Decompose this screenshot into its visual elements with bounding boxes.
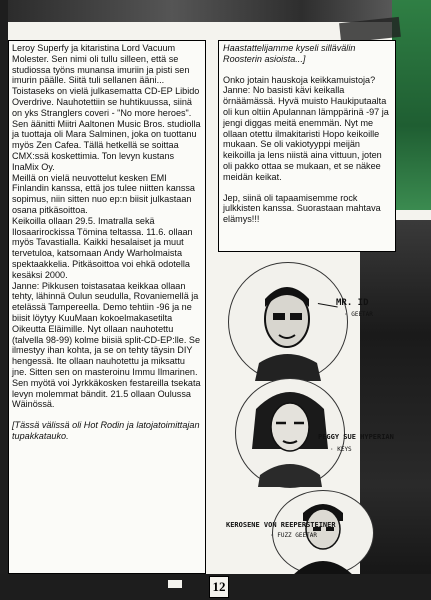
box-intro: Haastattelijamme kyseli sillävälin Roosterin asioista...] — [223, 43, 358, 64]
caption-mr-id-role: · GEETAR — [344, 311, 373, 318]
portrait-mr-id-drawing — [229, 263, 347, 381]
caption-kerosene: KEROSENE VON REEPERSTEINER — [226, 521, 336, 529]
caption-kerosene-role: · FUZZ GEETAR — [270, 532, 317, 539]
box-answer-2: Jep, siinä oli tapaamisemme rock julkkisten kanssa. Suorastaan mahtava elämys!!! — [223, 192, 384, 225]
paragraph-4: Keikoilla ollaan 29.5. Imatralla sekä Ilosaarirockissa Tömina teltassa. 11.6. ollaan myös Tavastialla. Kaikki hesalaiset ja muut tervetuloa, katsomaan Andy Warholmaista spektaakkelia. Pitkäsoittoa voi ehkä odotella kesäksi 2000. — [12, 215, 196, 280]
caption-peggy-sue-role: · KEYS — [330, 446, 352, 453]
box-answer-1: Janne: No basisti kävi keikalla örnäämässä. Hyvä muisto Haukiputaalta oli kun oltiin Apulannan lämppärinä -97 ja jengi diggas meitä enemmän. Nyt me ollaan otettu ilmakitaristi Hopo keikoille mukaan. Se oli vakiotyyppi meijän keikoilla ja lens niistä aina vittuun, joten oli pakko ottaa se mukaan, et se näkee meidän keikat. — [223, 85, 392, 182]
paragraph-1: Leroy Superfy ja kitaristina Lord Vacuum Molester. Sen nimi oli tullu silleen, että se studiossa työns munansa imuriin ja pisti sen imurin päälle. Siitä tuli sellanen ääni... — [12, 43, 192, 86]
page-marker-icon — [168, 580, 182, 588]
paragraph-5: Janne: Pikkusen toistasataa keikkaa ollaan tehty, lähinnä Oulun seudulla, Rovaniemellä ja etelässä Tampereella. Demo tehtiin -96 ja ne biisit löytyy KuuMaan kokoelmakasetilta Oikeutta Eläimille. Nyt ollaan nauhotettu (talvella 98-99) kolme biisiä split-CD-EP:lle. Se ilmestyy ihan kohta, ja se on tehty täysin DIY hengessä. Ite ollaan nauhotettu ja miksattu jne. Sitten sen on masteroinu Immu Ilmarinen. — [12, 280, 203, 377]
caption-mr-id: MR. ID — [336, 298, 369, 308]
left-edge-band — [0, 0, 8, 600]
paragraph-7: [Tässä välissä oli Hot Rodin ja latojatoimittajan tupakkatauko. — [12, 420, 203, 441]
portrait-mr-id — [228, 262, 348, 382]
box-question: Onko jotain hauskoja keikkamuistoja? — [223, 74, 376, 85]
page-number: 12 — [209, 576, 229, 598]
paragraph-2: Toistaseks on vielä julkasematta CD-EP Libido Overdrive. Nauhotettiin se huhtikuussa, siinä on yks Stranglers coveri - "No more heroes". Sen äänitti Miitri Aaltonen Music Bros. studiolla ja tuottaja oli Mara Salminen, joka on tuottanu myös Zen Cafea. Tällä hetkellä se soittaa CMX:ssä koskettimia. Ton levyn kustans InaMix Oy. — [12, 86, 204, 172]
paragraph-6: Sen myötä voi Jyrkkäkosken festareilla tsekata levyn molemmat bändit. 21.5 ollaan Oulussa Wäinössä. — [12, 377, 204, 410]
interview-right-box — [218, 40, 396, 252]
caption-peggy-sue: PEGGY SUE HYPERIAN — [318, 433, 394, 441]
paragraph-3: Meillä on vielä neuvottelut kesken EMI Finlandin kanssa, että jos tulee niitten kanssa sopimus, niin sitten nuo ep:n biisit julkastaan osana pitkäsoittoa. — [12, 172, 198, 215]
interview-left-column — [8, 40, 206, 574]
top-photo-band — [0, 0, 431, 22]
